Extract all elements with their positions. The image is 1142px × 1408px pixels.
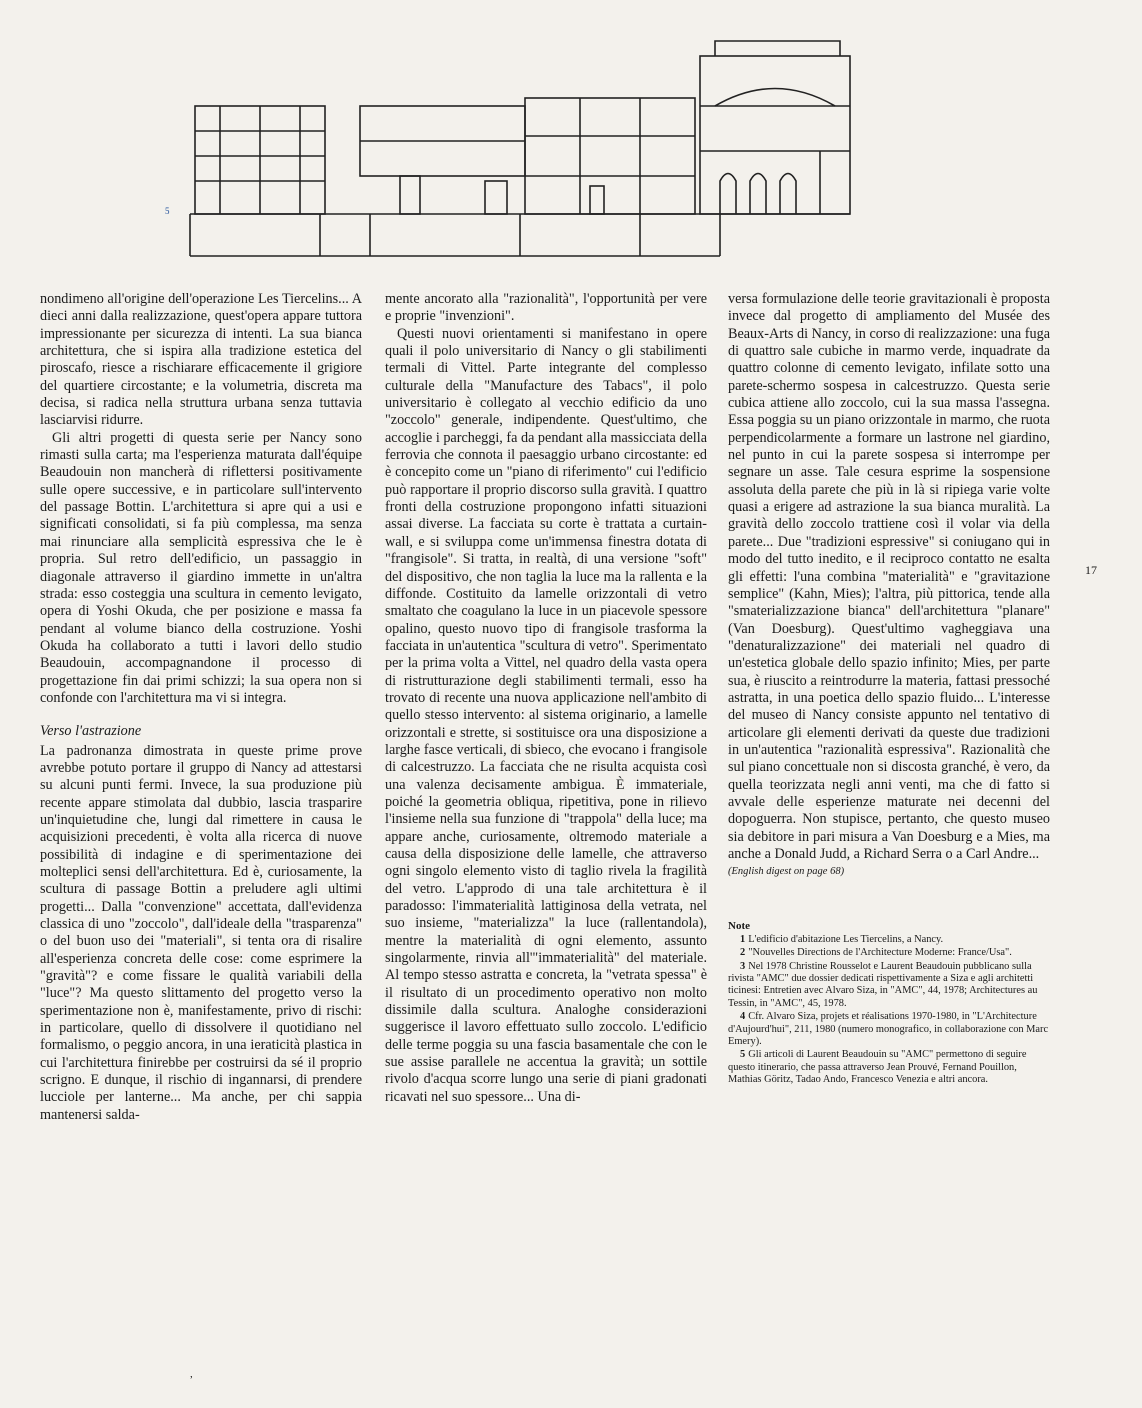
architectural-section-drawing xyxy=(160,36,880,276)
note-number: 3 xyxy=(740,960,746,972)
section-heading: Verso l'astrazione xyxy=(40,723,142,740)
paragraph: mente ancorato alla "razionalità", l'opportunità per vere e proprie "invenzioni". xyxy=(385,291,707,325)
section-drawing-svg xyxy=(160,36,880,276)
footer-mark: , xyxy=(190,1368,193,1380)
note-number: 1 xyxy=(740,933,746,945)
paragraph: Gli altri progetti di questa serie per Nancy sono rimasti sulla carta; ma l'esperienza maturata dall'équipe Beaudouin non mancherà di riflettersi positivamente sulle opere successive, e in particolare sull'intervento del passage Bottin. L'architettura si apre qui a usi e significati consolidati, si fa più complessa, ma senza mai rinunciare alla semplicità espressiva che le è propria. Sul retro dell'edificio, un passaggio in diagonale attraverso il giardino immette in un'altra strada: esso costeggia una scultura in cemento levigato, opera di Yoshi Okuda, che per posizione e massa fa pendant al volume bianco della costruzione. Yoshi Okuda ha collaborato a tutti i lavori dello studio Beaudouin, accompagnandone il processo di progettazione fin dai primi schizzi; la sua opera non si confonde con l'architettura ma vi si integra. xyxy=(40,429,362,706)
note-text: "Nouvelles Directions de l'Architecture Moderne: France/Usa". xyxy=(748,947,1012,959)
text-column-1 xyxy=(40,291,362,1124)
paragraph: nondimeno all'origine dell'operazione Les Tiercelins... A dieci anni dalla realizzazione, quest'opera appare tuttora impressionante per sicurezza di intenti. La sua bianca architettura, che si ispira alla tradizione estetica del piroscafo, riesce a rischiarare efficacemente il grigiore del quartiere circostante; e la volumetria, discreta ma decisa, si radica nella struttura urbana senza tuttavia lasciarvisi ridurre. xyxy=(40,291,362,429)
note-number: 4 xyxy=(740,1011,746,1023)
notes-section xyxy=(728,920,1050,1086)
paragraph: versa formulazione delle teorie gravitazionali è proposta invece dal progetto di ampliamento del Musée des Beaux-Arts di Nancy, in corso di realizzazione: una fuga di quattro sale cubiche in marmo verde, inquadrate da quattro colonne di cemento levigato, infilate sotto una parete-schermo sospesa in calcestruzzo. Questa serie cubica attiene allo zoccolo, cui la sua massa l'assegna. Essa poggia su un piano orizzontale in marmo, che ruota perpendicolarmente a formare un lastrone nel giardino, nel punto in cui la parete sospesa si interrompe per segnare un asse. Tale cesura esprime la sospensione assoluta della parete che più in là si ripiega varie volte quasi a erigere ad astrazione la sua bianca muralità. La gravità dello zoccolo trattiene così il volar via della parete... Due "tradizioni espressive" si coniugano qui in modo del tutto inedito, e il reciproco contatto ne esalta gli effetti: l'una combina "materialità" e "gravitazione semplice" (Kahn, Mies); l'altra, più pittorica, tende alla "smaterializzazione bianca" dell'architettura "planare" (Van Doesburg). Quest'ultimo vagheggiava una "denaturalizzazione" dei materiali nel quadro di un'estetica globale dello spazio infinito; Mies, per parte sua, è riuscito a reintrodurre la materia, fattasi pressoché astratta, in una poetica dello spazio fluido... L'interesse del museo di Nancy consiste appunto nel tentativo di articolare gli elementi derivati da queste due tradizioni in un'autentica "razionalità espressiva". Razionalità che sul piano concettuale non si discosta granché, è vero, da quella teorizzata negli anni venti, ma che di fatto si avvale delle esperienze maturate nei decenni del dopoguerra. Non stupisce, pertanto, che questo museo sia debitore in pari misura a Van Doesburg e a Mies, ma anche a Donald Judd, a Richard Serra o a Carl Andre... xyxy=(728,291,1050,862)
page-number: 17 xyxy=(1085,563,1097,577)
notes-title: Note xyxy=(728,920,750,933)
paragraph: Questi nuovi orientamenti si manifestano in opere quali il polo universitario di Nancy o gli stabilimenti termali di Vittel. Parte integrante del complesso culturale della "Manufacture des Tabacs", il polo universitario è collegato al vecchio edificio da uno "zoccolo" generale, indipendente. Quest'ultimo, che accoglie i parcheggi, fa da pendant alla massicciata della ferrovia che connota il paesaggio urbano circostante: ed è concepito come un "piano di riferimento" cui l'edificio può rapportare il proprio discorso sulla gravità. I quattro fronti della costruzione propongono infatti situazioni assai diverse. La facciata su corte è trattata a curtain-wall, e si sviluppa come un'immensa finestra dotata di "frangisole". Si tratta, in realtà, di una versione "soft" del dispositivo, che non taglia la luce ma la rallenta e la diffonde. Costituito da lamelle orizzontali di vetro smaltato che coagulano la luce in un piacevole spessore opalino, questo nuovo tipo di frangisole trasforma la facciata in un'autentica "scultura di vetro". Sperimentato per la prima volta a Vittel, nel quadro della vasta opera di ristrutturazione degli stabilimenti termali, esso ha trovato di recente una nuova applicazione nell'ambito di quello stesso intervento: al sistema originario, a lamelle orizzontali e strette, si sostituisce ora una disposizione a larghe fasce verticali, di sbieco, che evocano i frangisole di calcestruzzo. La facciata che ne risulta acquista così una valenza decisamente ambigua. È immateriale, poiché la geometria obliqua, ripetitiva, pone in rilievo l'insieme nella sua funzione di "trappola" della luce; ma appare anche, curiosamente, oltremodo materiale a causa della disposizione delle lamelle, che attraverso ogni singolo elemento visto di taglio rivela la fragilità del vetro. L'approdo di una tale architettura è il paradosso: l'immaterialità lattiginosa della vetrata, nel suo insieme, "materializza" la luce (rallentandola), mentre la materialità di ogni elemento, assunto singolarmente, rinvia all'"immaterialità" del materiale. Al tempo stesso astratta e concreta, la "vetrata spessa" è il risultato di un procedimento operativo non molto dissimile dalla scultura. Analoghe considerazioni suggerisce il lavoro effettuato sullo zoccolo. L'edificio delle terme poggia su una fascia basamentale che con le sue assise parallele ne accentua la gravità; un sottile rivolo d'acqua scorre lungo una serie di piani gradonati ricavati nel suo spessore... Una di- xyxy=(385,325,707,1105)
paragraph: La padronanza dimostrata in queste prime prove avrebbe potuto portare il gruppo di Nancy ad attestarsi su alcuni punti fermi. Invece, la sua produzione più recente appare stimolata dal dubbio, lascia trasparire un'inquietudine che, lungi dal rimettere in causa le acquisizioni precedenti, è volta alla ricerca di nuove possibilità di indagine e di sperimentazione dei molteplici sensi dell'architettura. Ed è, curiosamente, la scultura di passage Bottin a preludere agli ultimi progetti... Dalla "convenzione" accettata, dall'evidenza classica di uno "zoccolo", dall'ideale della "trasparenza" o del buon uso dei "materiali", si tenta ora di risalire all'esperienza concreta delle cose: come esprimere la "gravità"? e come fissare le qualità variabili della "luce"? Ma questo slittamento del progetto verso la sperimentazione non è, manifestamente, privo di rischi: in particolare, quello di dissolvere il quotidiano nel formalismo, o peggio ancora, in una ieraticità plastica in cui l'architettura finirebbe per costruirsi da sé il proprio scrigno. E dunque, il rischio di ingannarsi, di prendere lucciole per lanterne... Ma anche, per chi sappia mantenersi salda- xyxy=(40,742,362,1123)
note-number: 5 xyxy=(740,1049,746,1061)
note-number: 2 xyxy=(740,947,746,959)
note-item xyxy=(728,947,1050,959)
text-column-3 xyxy=(728,291,1050,1088)
note-text: Gli articoli di Laurent Beaudouin su "AMC" permettono di seguire questo itinerario, che passa attraverso Jean Prouvé, Fernand Pouillon, Mathias Göritz, Tadao Ando, Francesco Venezia e altri ancora. xyxy=(728,1049,1027,1086)
note-item xyxy=(728,934,1050,946)
note-text: Nel 1978 Christine Rousselot e Laurent Beaudouin pubblicano sulla rivista "AMC" due dossier dedicati rispettivamente a Siza e agli architetti ticinesi: Entretien avec Alvaro Siza, in "AMC", 44, 1978; Architectures au Tessin, in "AMC", 45, 1978. xyxy=(728,960,1038,1009)
text-column-2 xyxy=(385,291,707,1106)
section-marker: 5 xyxy=(165,206,170,216)
english-digest-note: (English digest on page 68) xyxy=(728,866,845,878)
note-text: Cfr. Alvaro Siza, projets et réalisations 1970-1980, in "L'Architecture d'Aujourd'hui", 211, 1980 (numero monografico, in collaborazione con Marc Emery). xyxy=(728,1011,1049,1047)
note-text: L'edificio d'abitazione Les Tiercelins, a Nancy. xyxy=(748,933,944,945)
note-item xyxy=(728,1049,1050,1086)
note-item xyxy=(728,961,1050,1011)
note-item xyxy=(728,1011,1050,1048)
